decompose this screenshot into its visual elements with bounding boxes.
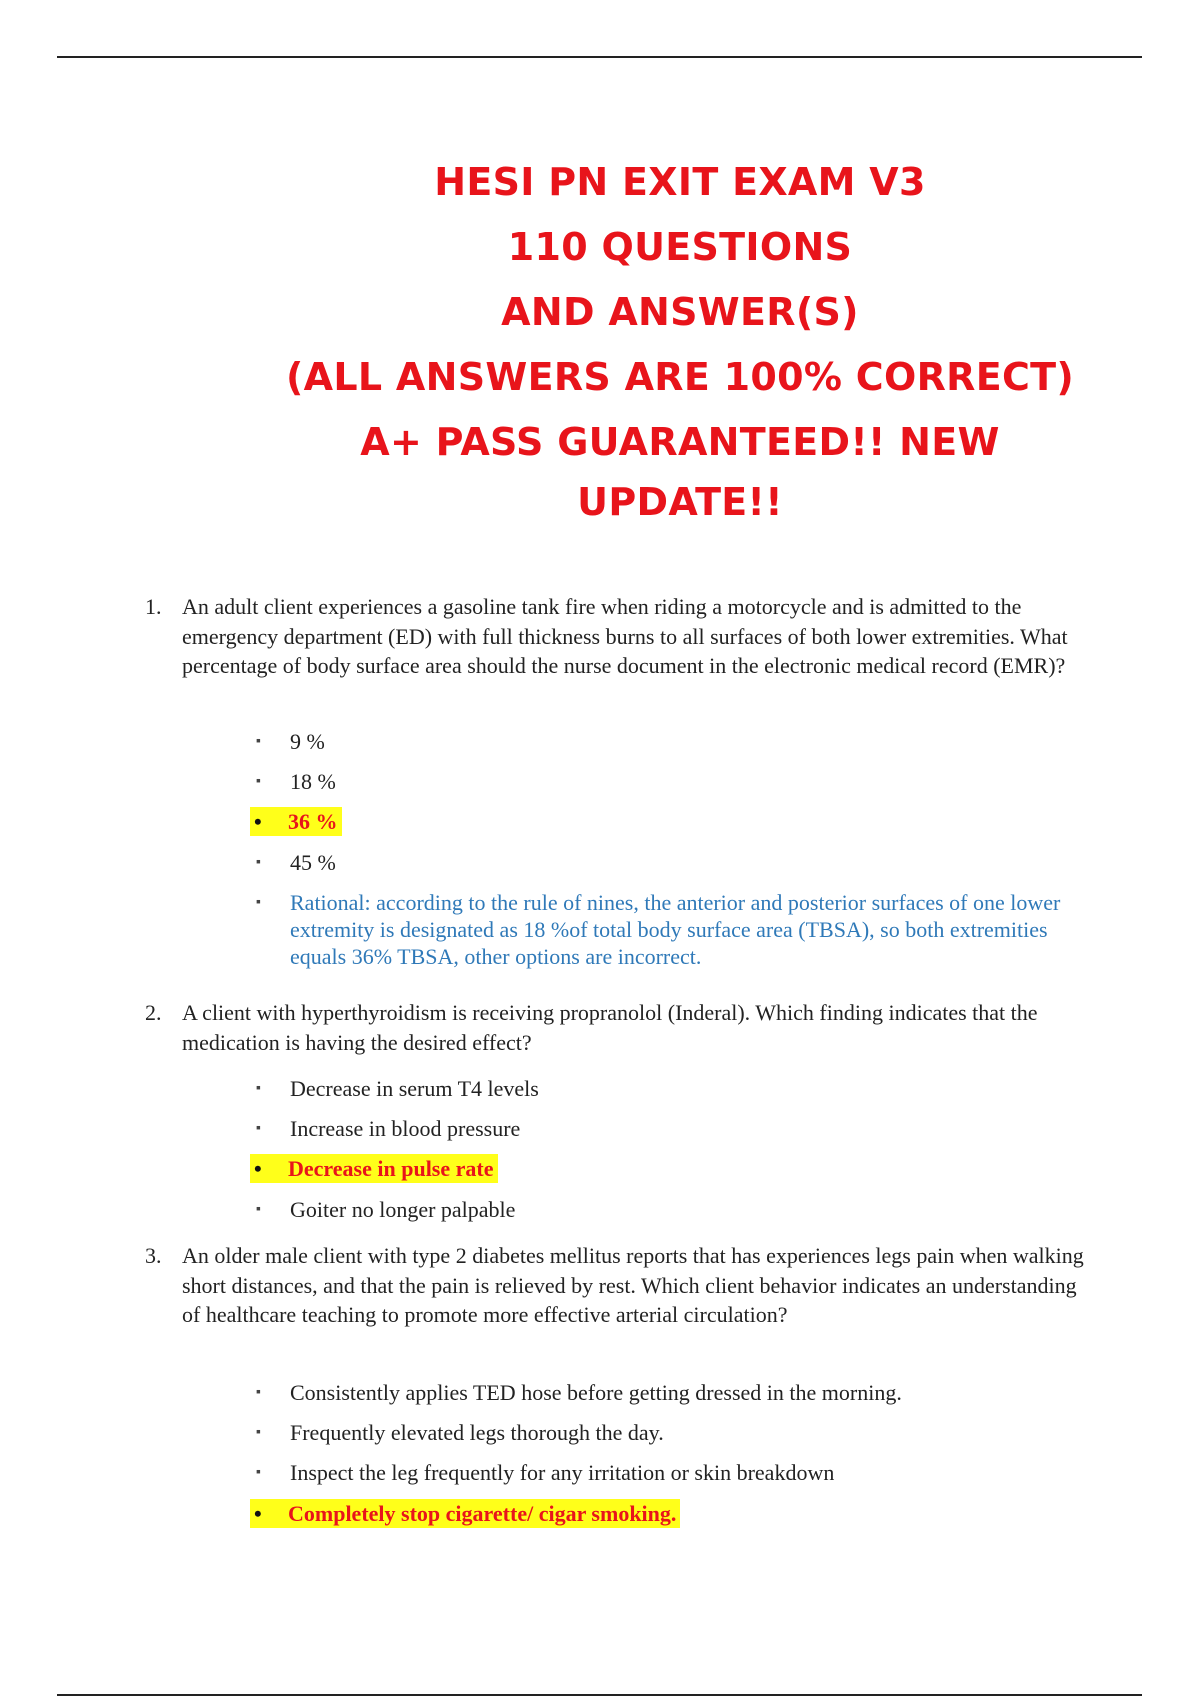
correct-answer bbox=[250, 1499, 680, 1528]
option-row bbox=[252, 1499, 1092, 1528]
option-text: Goiter no longer palpable bbox=[290, 1197, 516, 1222]
option-text: Inspect the leg frequently for any irritation or skin breakdown bbox=[290, 1460, 835, 1485]
bullet-icon: ▪ bbox=[256, 1465, 261, 1480]
option-item bbox=[252, 1114, 1092, 1143]
bullet-icon: ▪ bbox=[256, 1081, 261, 1096]
option-text: 9 % bbox=[290, 729, 325, 754]
bullet-icon: • bbox=[254, 809, 262, 834]
bullet-icon: ▪ bbox=[256, 1202, 261, 1217]
rational-item bbox=[252, 889, 1092, 970]
question-3-options bbox=[252, 1378, 1092, 1528]
option-item bbox=[252, 1074, 1092, 1103]
bullet-icon: • bbox=[254, 1156, 262, 1181]
option-item bbox=[252, 848, 1092, 877]
bullet-icon: ▪ bbox=[256, 895, 261, 910]
question-text: An older male client with type 2 diabetes mellitus reports that has experiences legs pain when walking short distances, and that the pain is relieved by rest. Which client behavior indicates an understanding of healthcare teaching to promote more effective arterial circulation? bbox=[182, 1243, 1084, 1327]
question-number: 1. bbox=[145, 594, 162, 619]
option-row bbox=[252, 807, 1092, 836]
question-3 bbox=[145, 1241, 1095, 1330]
document-title bbox=[240, 150, 1120, 535]
question-1-options bbox=[252, 727, 1092, 970]
option-text: Decrease in serum T4 levels bbox=[290, 1076, 539, 1101]
title-line: (ALL ANSWERS ARE 100% CORRECT) bbox=[285, 355, 1075, 399]
option-text: 45 % bbox=[290, 850, 336, 875]
title-line: 110 QUESTIONS bbox=[507, 225, 853, 269]
question-2 bbox=[145, 998, 1095, 1057]
option-text: Consistently applies TED hose before getting dressed in the morning. bbox=[290, 1380, 902, 1405]
title-line: A+ PASS GUARANTEED!! NEW bbox=[360, 420, 1000, 464]
option-item bbox=[252, 1195, 1092, 1224]
question-text: A client with hyperthyroidism is receiving propranolol (Inderal). Which finding indicates that the medication is having the desired effect? bbox=[182, 1000, 1038, 1055]
top-rule bbox=[57, 56, 1142, 58]
option-row bbox=[252, 1154, 1092, 1183]
option-text: Completely stop cigarette/ cigar smoking. bbox=[288, 1501, 677, 1526]
correct-answer bbox=[250, 1154, 498, 1183]
option-item bbox=[252, 1378, 1092, 1407]
bullet-icon: ▪ bbox=[256, 734, 261, 749]
title-line: HESI PN EXIT EXAM V3 bbox=[434, 160, 926, 204]
question-1 bbox=[145, 592, 1095, 681]
title-line: UPDATE!! bbox=[577, 480, 783, 524]
option-item bbox=[252, 727, 1092, 756]
correct-answer bbox=[250, 807, 342, 836]
option-item bbox=[252, 1418, 1092, 1447]
bullet-icon: • bbox=[254, 1501, 262, 1526]
bullet-icon: ▪ bbox=[256, 774, 261, 789]
option-item bbox=[252, 767, 1092, 796]
question-number: 3. bbox=[145, 1243, 162, 1268]
bullet-icon: ▪ bbox=[256, 1385, 261, 1400]
option-text: Frequently elevated legs thorough the day. bbox=[290, 1420, 664, 1445]
option-text: Decrease in pulse rate bbox=[288, 1156, 494, 1181]
question-number: 2. bbox=[145, 1000, 162, 1025]
rational-text: Rational: according to the rule of nines, the anterior and posterior surfaces of one lower extremity is designated as 18 %of total body surface area (TBSA), so both extremities equals 36% TBSA, other options are incorrect. bbox=[290, 890, 1061, 969]
bullet-icon: ▪ bbox=[256, 1121, 261, 1136]
bullet-icon: ▪ bbox=[256, 855, 261, 870]
option-text: Increase in blood pressure bbox=[290, 1116, 521, 1141]
option-text: 18 % bbox=[290, 769, 336, 794]
title-line: AND ANSWER(S) bbox=[501, 290, 859, 334]
option-text: 36 % bbox=[288, 809, 338, 834]
bottom-rule bbox=[57, 1694, 1142, 1696]
option-item bbox=[252, 1458, 1092, 1487]
question-text: An adult client experiences a gasoline tank fire when riding a motorcycle and is admitted to the emergency department (ED) with full thickness burns to all surfaces of both lower extremities. What percentage of body surface area should the nurse document in the electronic medical record (EMR)? bbox=[182, 594, 1068, 678]
bullet-icon: ▪ bbox=[256, 1425, 261, 1440]
question-2-options bbox=[252, 1074, 1092, 1224]
